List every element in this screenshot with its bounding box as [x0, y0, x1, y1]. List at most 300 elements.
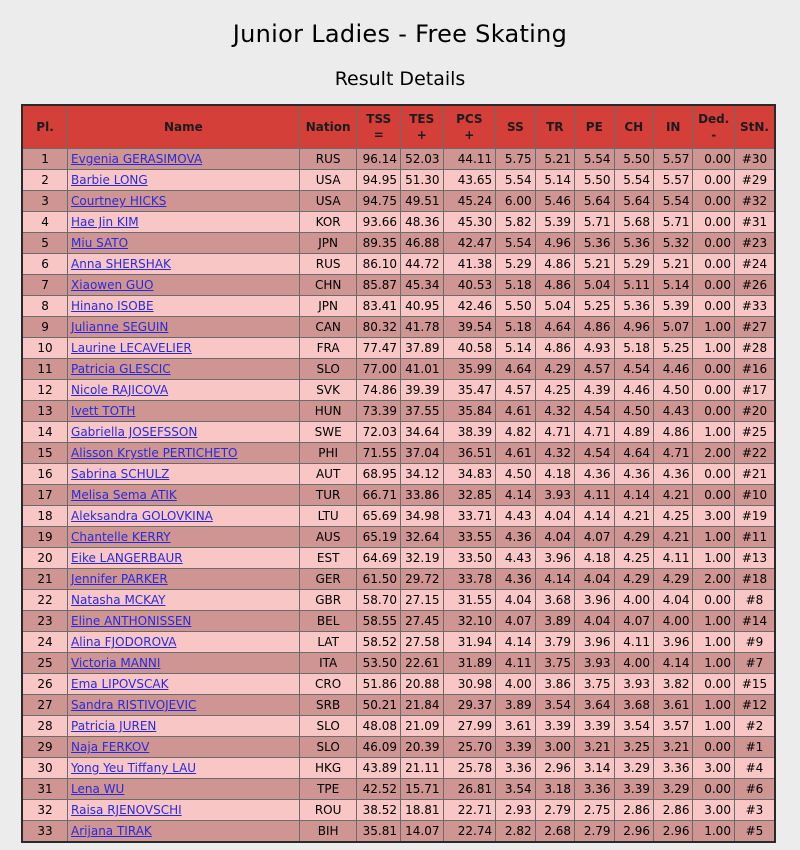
- cell-name: [68, 317, 300, 338]
- cell-tr: 4.32: [535, 401, 574, 422]
- cell-nation: RUS: [299, 254, 357, 275]
- cell-tss: 93.66: [357, 212, 401, 233]
- skater-link[interactable]: Laurine LECAVELIER: [71, 341, 192, 355]
- cell-ded: 1.00: [693, 611, 734, 632]
- cell-nation: PHI: [299, 443, 357, 464]
- cell-pcs: 45.30: [443, 212, 496, 233]
- cell-ss: 4.43: [496, 506, 535, 527]
- cell-tss: 96.14: [357, 149, 401, 170]
- skater-link[interactable]: Patricia JUREN: [71, 719, 157, 733]
- cell-ss: 4.04: [496, 590, 535, 611]
- cell-stn: #3: [734, 800, 775, 821]
- cell-place: 6: [22, 254, 68, 275]
- cell-in: 4.25: [654, 506, 693, 527]
- skater-link[interactable]: Hinano ISOBE: [71, 299, 154, 313]
- cell-tes: 21.11: [401, 758, 444, 779]
- cell-stn: #9: [734, 632, 775, 653]
- cell-pcs: 45.24: [443, 191, 496, 212]
- cell-nation: HKG: [299, 758, 357, 779]
- cell-in: 4.50: [654, 380, 693, 401]
- cell-ded: 0.00: [693, 359, 734, 380]
- cell-name: [68, 443, 300, 464]
- cell-name: [68, 380, 300, 401]
- cell-stn: #12: [734, 695, 775, 716]
- cell-tes: 37.55: [401, 401, 444, 422]
- table-row: [22, 695, 775, 716]
- table-row: [22, 506, 775, 527]
- cell-name: [68, 422, 300, 443]
- col-header-tss: TSS =: [357, 105, 401, 149]
- skater-link[interactable]: Evgenia GERASIMOVA: [71, 152, 203, 166]
- cell-place: 2: [22, 170, 68, 191]
- skater-link[interactable]: Courtney HICKS: [71, 194, 167, 208]
- cell-pcs: 22.71: [443, 800, 496, 821]
- cell-place: 16: [22, 464, 68, 485]
- cell-pe: 4.57: [575, 359, 614, 380]
- cell-in: 5.21: [654, 254, 693, 275]
- cell-tss: 58.55: [357, 611, 401, 632]
- cell-pcs: 33.78: [443, 569, 496, 590]
- table-row: [22, 233, 775, 254]
- skater-link[interactable]: Patricia GLESCIC: [71, 362, 171, 376]
- cell-tes: 52.03: [401, 149, 444, 170]
- cell-nation: SVK: [299, 380, 357, 401]
- cell-tr: 4.71: [535, 422, 574, 443]
- cell-name: [68, 800, 300, 821]
- cell-ch: 3.68: [614, 695, 653, 716]
- skater-link[interactable]: Victoria MANNI: [71, 656, 161, 670]
- cell-pe: 4.04: [575, 569, 614, 590]
- cell-pcs: 30.98: [443, 674, 496, 695]
- cell-pcs: 31.89: [443, 653, 496, 674]
- cell-ded: 0.00: [693, 485, 734, 506]
- cell-tss: 89.35: [357, 233, 401, 254]
- cell-ch: 5.18: [614, 338, 653, 359]
- cell-stn: #29: [734, 170, 775, 191]
- skater-link[interactable]: Nicole RAJICOVA: [71, 383, 169, 397]
- cell-name: [68, 359, 300, 380]
- cell-tr: 2.96: [535, 758, 574, 779]
- cell-ded: 0.00: [693, 380, 734, 401]
- skater-link[interactable]: Julianne SEGUIN: [71, 320, 169, 334]
- table-row: [22, 674, 775, 695]
- cell-in: 4.86: [654, 422, 693, 443]
- cell-ss: 4.57: [496, 380, 535, 401]
- cell-stn: #17: [734, 380, 775, 401]
- cell-ss: 4.82: [496, 422, 535, 443]
- cell-pe: 3.96: [575, 632, 614, 653]
- skater-link[interactable]: Sandra RISTIVOJEVIC: [71, 698, 197, 712]
- cell-ch: 5.64: [614, 191, 653, 212]
- cell-name: [68, 548, 300, 569]
- cell-pcs: 43.65: [443, 170, 496, 191]
- cell-name: [68, 149, 300, 170]
- cell-ded: 0.00: [693, 779, 734, 800]
- cell-name: [68, 506, 300, 527]
- cell-ded: 0.00: [693, 590, 734, 611]
- cell-name: [68, 821, 300, 843]
- cell-place: 24: [22, 632, 68, 653]
- col-header-tr: TR: [535, 105, 574, 149]
- cell-ss: 3.39: [496, 737, 535, 758]
- cell-stn: #8: [734, 590, 775, 611]
- cell-pcs: 31.94: [443, 632, 496, 653]
- cell-tes: 51.30: [401, 170, 444, 191]
- table-row: [22, 737, 775, 758]
- cell-nation: TPE: [299, 779, 357, 800]
- cell-tss: 86.10: [357, 254, 401, 275]
- cell-place: 17: [22, 485, 68, 506]
- skater-link[interactable]: Jennifer PARKER: [71, 572, 168, 586]
- skater-link[interactable]: Gabriella JOSEFSSON: [71, 425, 198, 439]
- cell-pe: 4.39: [575, 380, 614, 401]
- cell-pe: 3.21: [575, 737, 614, 758]
- cell-pcs: 35.47: [443, 380, 496, 401]
- table-row: [22, 359, 775, 380]
- cell-pe: 3.36: [575, 779, 614, 800]
- cell-ded: 1.00: [693, 716, 734, 737]
- cell-ded: 1.00: [693, 695, 734, 716]
- cell-nation: AUT: [299, 464, 357, 485]
- cell-tr: 4.18: [535, 464, 574, 485]
- cell-ded: 0.00: [693, 170, 734, 191]
- cell-ch: 5.29: [614, 254, 653, 275]
- cell-ded: 0.00: [693, 149, 734, 170]
- cell-in: 4.14: [654, 653, 693, 674]
- skater-link[interactable]: Ema LIPOVSCAK: [71, 677, 169, 691]
- cell-pe: 5.50: [575, 170, 614, 191]
- cell-in: 5.57: [654, 149, 693, 170]
- cell-place: 22: [22, 590, 68, 611]
- cell-nation: GBR: [299, 590, 357, 611]
- cell-tes: 37.04: [401, 443, 444, 464]
- table-row: [22, 527, 775, 548]
- cell-tr: 3.96: [535, 548, 574, 569]
- cell-ch: 4.14: [614, 485, 653, 506]
- cell-tss: 66.71: [357, 485, 401, 506]
- cell-tr: 4.96: [535, 233, 574, 254]
- skater-link[interactable]: Lena WU: [71, 782, 125, 796]
- cell-nation: HUN: [299, 401, 357, 422]
- cell-ss: 4.11: [496, 653, 535, 674]
- skater-link[interactable]: Yong Yeu Tiffany LAU: [71, 761, 197, 775]
- cell-pe: 5.54: [575, 149, 614, 170]
- cell-place: 7: [22, 275, 68, 296]
- cell-place: 10: [22, 338, 68, 359]
- cell-tes: 22.61: [401, 653, 444, 674]
- cell-pe: 3.96: [575, 590, 614, 611]
- skater-link[interactable]: Ivett TOTH: [71, 404, 136, 418]
- cell-nation: JPN: [299, 296, 357, 317]
- page-title: Junior Ladies - Free Skating: [232, 20, 568, 48]
- cell-tes: 21.09: [401, 716, 444, 737]
- cell-pe: 5.36: [575, 233, 614, 254]
- skater-link[interactable]: Alisson Krystle PERTICHETO: [71, 446, 238, 460]
- col-header-place: Pl.: [22, 105, 68, 149]
- cell-tr: 3.93: [535, 485, 574, 506]
- cell-pe: 3.64: [575, 695, 614, 716]
- cell-name: [68, 464, 300, 485]
- cell-ss: 5.54: [496, 233, 535, 254]
- cell-tss: 51.86: [357, 674, 401, 695]
- cell-pe: 4.36: [575, 464, 614, 485]
- cell-in: 3.61: [654, 695, 693, 716]
- cell-ded: 0.00: [693, 737, 734, 758]
- cell-tes: 34.12: [401, 464, 444, 485]
- cell-name: [68, 233, 300, 254]
- cell-ch: 5.68: [614, 212, 653, 233]
- cell-pcs: 26.81: [443, 779, 496, 800]
- cell-stn: #6: [734, 779, 775, 800]
- cell-name: [68, 737, 300, 758]
- cell-nation: USA: [299, 191, 357, 212]
- cell-pcs: 27.99: [443, 716, 496, 737]
- cell-tss: 48.08: [357, 716, 401, 737]
- cell-ss: 5.14: [496, 338, 535, 359]
- cell-tr: 3.86: [535, 674, 574, 695]
- cell-ded: 0.00: [693, 674, 734, 695]
- cell-tss: 83.41: [357, 296, 401, 317]
- cell-tr: 3.68: [535, 590, 574, 611]
- skater-link[interactable]: Raisa RJENOVSCHI: [71, 803, 182, 817]
- cell-tr: 4.32: [535, 443, 574, 464]
- cell-in: 2.96: [654, 821, 693, 843]
- cell-ded: 0.00: [693, 254, 734, 275]
- table-row: [22, 485, 775, 506]
- cell-ch: 5.36: [614, 233, 653, 254]
- table-row: [22, 296, 775, 317]
- cell-place: 18: [22, 506, 68, 527]
- cell-pcs: 36.51: [443, 443, 496, 464]
- cell-pcs: 35.84: [443, 401, 496, 422]
- cell-tes: 37.89: [401, 338, 444, 359]
- skater-link[interactable]: Arijana TIRAK: [71, 824, 152, 838]
- cell-tes: 41.01: [401, 359, 444, 380]
- cell-nation: AUS: [299, 527, 357, 548]
- cell-ch: 4.07: [614, 611, 653, 632]
- col-header-name: Name: [68, 105, 300, 149]
- cell-stn: #30: [734, 149, 775, 170]
- cell-ch: 4.54: [614, 359, 653, 380]
- cell-in: 4.21: [654, 485, 693, 506]
- cell-tss: 74.86: [357, 380, 401, 401]
- cell-place: 5: [22, 233, 68, 254]
- cell-ss: 4.61: [496, 443, 535, 464]
- table-row: [22, 317, 775, 338]
- cell-pcs: 32.85: [443, 485, 496, 506]
- col-header-ch: CH: [614, 105, 653, 149]
- cell-ss: 5.82: [496, 212, 535, 233]
- cell-nation: CHN: [299, 275, 357, 296]
- cell-place: 31: [22, 779, 68, 800]
- cell-ss: 3.36: [496, 758, 535, 779]
- cell-name: [68, 170, 300, 191]
- col-header-ss: SS: [496, 105, 535, 149]
- table-row: [22, 380, 775, 401]
- cell-nation: EST: [299, 548, 357, 569]
- skater-link[interactable]: Melisa Sema ATIK: [71, 488, 177, 502]
- skater-link[interactable]: Sabrina SCHULZ: [71, 467, 170, 481]
- cell-pe: 5.71: [575, 212, 614, 233]
- cell-in: 5.14: [654, 275, 693, 296]
- cell-ch: 5.36: [614, 296, 653, 317]
- cell-tr: 2.79: [535, 800, 574, 821]
- cell-pe: 5.21: [575, 254, 614, 275]
- cell-ss: 4.36: [496, 569, 535, 590]
- cell-pe: 4.11: [575, 485, 614, 506]
- table-row: [22, 191, 775, 212]
- cell-name: [68, 695, 300, 716]
- skater-link[interactable]: Naja FERKOV: [71, 740, 150, 754]
- cell-pcs: 31.55: [443, 590, 496, 611]
- cell-ded: 1.00: [693, 422, 734, 443]
- cell-tes: 34.98: [401, 506, 444, 527]
- cell-ss: 3.54: [496, 779, 535, 800]
- cell-tr: 3.00: [535, 737, 574, 758]
- skater-link[interactable]: Alina FJODOROVA: [71, 635, 177, 649]
- cell-place: 8: [22, 296, 68, 317]
- cell-name: [68, 632, 300, 653]
- cell-ss: 4.07: [496, 611, 535, 632]
- skater-link[interactable]: Eike LANGERBAUR: [71, 551, 183, 565]
- table-row: [22, 779, 775, 800]
- cell-ss: 4.00: [496, 674, 535, 695]
- cell-ch: 4.89: [614, 422, 653, 443]
- cell-in: 3.57: [654, 716, 693, 737]
- cell-tes: 20.88: [401, 674, 444, 695]
- cell-ch: 2.86: [614, 800, 653, 821]
- table-row: [22, 254, 775, 275]
- cell-place: 3: [22, 191, 68, 212]
- cell-stn: #23: [734, 233, 775, 254]
- skater-link[interactable]: Miu SATO: [71, 236, 129, 250]
- skater-link[interactable]: Xiaowen GUO: [71, 278, 154, 292]
- cell-ss: 5.18: [496, 317, 535, 338]
- cell-ch: 3.39: [614, 779, 653, 800]
- cell-ch: 3.25: [614, 737, 653, 758]
- cell-stn: #13: [734, 548, 775, 569]
- skater-link[interactable]: Chantelle KERRY: [71, 530, 171, 544]
- cell-tss: 53.50: [357, 653, 401, 674]
- col-header-in: IN: [654, 105, 693, 149]
- cell-pe: 4.14: [575, 506, 614, 527]
- cell-stn: #14: [734, 611, 775, 632]
- cell-ch: 4.00: [614, 653, 653, 674]
- cell-ded: 2.00: [693, 443, 734, 464]
- cell-tr: 5.14: [535, 170, 574, 191]
- cell-tss: 58.52: [357, 632, 401, 653]
- col-header-tes: TES +: [401, 105, 444, 149]
- cell-pe: 4.86: [575, 317, 614, 338]
- cell-stn: #20: [734, 401, 775, 422]
- cell-place: 11: [22, 359, 68, 380]
- cell-place: 4: [22, 212, 68, 233]
- cell-pe: 5.64: [575, 191, 614, 212]
- cell-nation: JPN: [299, 233, 357, 254]
- cell-pe: 3.14: [575, 758, 614, 779]
- cell-name: [68, 296, 300, 317]
- cell-name: [68, 401, 300, 422]
- cell-pe: 5.04: [575, 275, 614, 296]
- cell-pe: 5.25: [575, 296, 614, 317]
- col-header-nation: Nation: [299, 105, 357, 149]
- cell-tr: 4.64: [535, 317, 574, 338]
- cell-pcs: 38.39: [443, 422, 496, 443]
- cell-stn: #33: [734, 296, 775, 317]
- cell-ded: 0.00: [693, 191, 734, 212]
- cell-tes: 44.72: [401, 254, 444, 275]
- skater-link[interactable]: Barbie LONG: [71, 173, 148, 187]
- cell-ch: 5.54: [614, 170, 653, 191]
- table-row: [22, 422, 775, 443]
- cell-place: 15: [22, 443, 68, 464]
- cell-ss: 2.93: [496, 800, 535, 821]
- cell-pcs: 39.54: [443, 317, 496, 338]
- table-row: [22, 464, 775, 485]
- cell-place: 29: [22, 737, 68, 758]
- cell-tss: 42.52: [357, 779, 401, 800]
- cell-ded: 1.00: [693, 338, 734, 359]
- col-header-pcs: PCS +: [443, 105, 496, 149]
- page-subtitle: Result Details: [334, 68, 466, 90]
- cell-ss: 6.00: [496, 191, 535, 212]
- cell-in: 5.25: [654, 338, 693, 359]
- table-row: [22, 800, 775, 821]
- cell-tes: 27.15: [401, 590, 444, 611]
- skater-link[interactable]: Natasha MCKAY: [71, 593, 166, 607]
- cell-stn: #26: [734, 275, 775, 296]
- skater-link[interactable]: Aleksandra GOLOVKINA: [71, 509, 213, 523]
- cell-ded: 1.00: [693, 821, 734, 843]
- cell-place: 20: [22, 548, 68, 569]
- table-row: [22, 275, 775, 296]
- table-row: [22, 212, 775, 233]
- cell-ded: 1.00: [693, 548, 734, 569]
- skater-link[interactable]: Eline ANTHONISSEN: [71, 614, 192, 628]
- cell-ch: 4.36: [614, 464, 653, 485]
- cell-tes: 20.39: [401, 737, 444, 758]
- cell-in: 5.32: [654, 233, 693, 254]
- cell-in: 5.54: [654, 191, 693, 212]
- skater-link[interactable]: Hae Jin KIM: [71, 215, 139, 229]
- cell-pcs: 42.46: [443, 296, 496, 317]
- cell-tr: 5.39: [535, 212, 574, 233]
- cell-tr: 5.04: [535, 296, 574, 317]
- table-row: [22, 590, 775, 611]
- cell-tes: 49.51: [401, 191, 444, 212]
- cell-name: [68, 485, 300, 506]
- cell-ded: 2.00: [693, 569, 734, 590]
- cell-pcs: 42.47: [443, 233, 496, 254]
- cell-nation: TUR: [299, 485, 357, 506]
- cell-stn: #11: [734, 527, 775, 548]
- cell-place: 26: [22, 674, 68, 695]
- cell-tr: 3.79: [535, 632, 574, 653]
- cell-ded: 0.00: [693, 464, 734, 485]
- cell-tss: 77.47: [357, 338, 401, 359]
- skater-link[interactable]: Anna SHERSHAK: [71, 257, 171, 271]
- cell-ch: 2.96: [614, 821, 653, 843]
- cell-in: 5.71: [654, 212, 693, 233]
- cell-tes: 45.34: [401, 275, 444, 296]
- cell-stn: #24: [734, 254, 775, 275]
- cell-ded: 3.00: [693, 506, 734, 527]
- table-row: [22, 821, 775, 843]
- cell-ss: 4.14: [496, 485, 535, 506]
- cell-ch: 5.11: [614, 275, 653, 296]
- cell-tr: 5.21: [535, 149, 574, 170]
- cell-pe: 3.75: [575, 674, 614, 695]
